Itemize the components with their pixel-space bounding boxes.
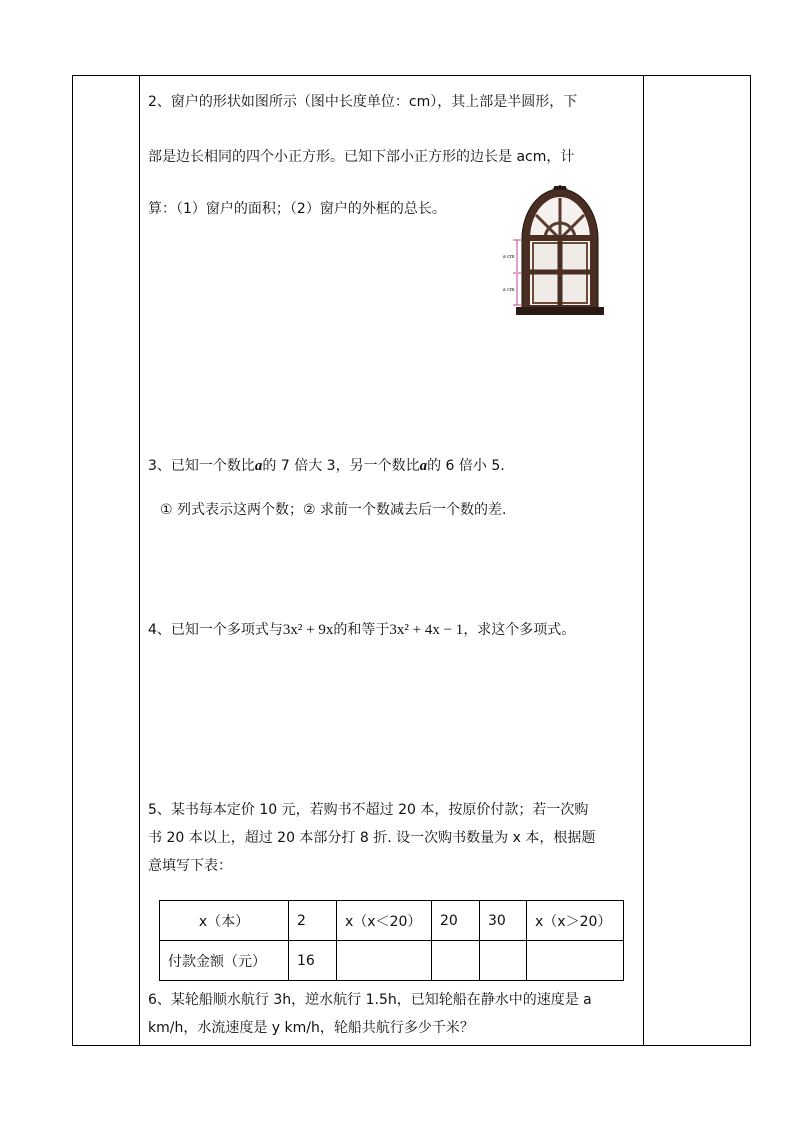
- q2-line-1: 2、窗户的形状如图所示（图中长度单位：cm），其上部是半圆形，下: [148, 94, 578, 110]
- table-cell: [480, 941, 527, 981]
- dim-label-2: a cm: [503, 287, 515, 293]
- payment-table: [159, 900, 624, 981]
- dim-label-1: a cm: [503, 254, 515, 260]
- table-cell: 20: [432, 901, 480, 941]
- q3-variable: a: [419, 458, 428, 474]
- column-divider-left: [139, 76, 140, 1045]
- q4-mid: 的和等于: [333, 622, 390, 638]
- table-cell: 2: [289, 901, 337, 941]
- q5-line-3: 意填写下表：: [148, 858, 232, 874]
- q4-line: [148, 620, 575, 640]
- window-illustration: [500, 183, 620, 318]
- q4-pre: 4、已知一个多项式与: [148, 622, 283, 638]
- table-cell: x（x＞20）: [527, 901, 624, 941]
- q2-line-3: 算：（1）窗户的面积；（2）窗户的外框的总长。: [148, 201, 446, 217]
- column-divider-right: [643, 76, 644, 1045]
- q3-text-c: 的 6 倍小 5.: [427, 458, 505, 474]
- table-cell: x（本）: [160, 901, 289, 941]
- table-cell: 30: [480, 901, 527, 941]
- table-cell: [527, 941, 624, 981]
- table-row: [160, 901, 624, 941]
- q3-text-b: 的 7 倍大 3，另一个数比: [262, 458, 420, 474]
- table-cell: [337, 941, 432, 981]
- table-cell: 付款金额（元）: [160, 941, 289, 981]
- q3-variable: a: [254, 458, 263, 474]
- q6-line-1: 6、某轮船顺水航行 3h，逆水航行 1.5h，已知轮船在静水中的速度是 a: [148, 992, 592, 1008]
- q4-expr-1: 3x² + 9x: [282, 622, 334, 638]
- q4-post: ，求这个多项式。: [463, 622, 576, 638]
- q5-line-2: 书 20 本以上，超过 20 本部分打 8 折. 设一次购书数量为 x 本，根据题: [148, 830, 596, 846]
- table-row: [160, 941, 624, 981]
- q4-expr-2: 3x² + 4x − 1: [389, 622, 464, 638]
- q6-line-2: km/h，水流速度是 y km/h，轮船共航行多少千米？: [148, 1020, 474, 1036]
- q3-text-a: 3、已知一个数比: [148, 458, 255, 474]
- table-cell: x（x＜20）: [337, 901, 432, 941]
- q5-line-1: 5、某书每本定价 10 元，若购书不超过 20 本，按原价付款；若一次购: [148, 802, 589, 818]
- q3-line-2: ① 列式表示这两个数；② 求前一个数减去后一个数的差.: [160, 502, 507, 518]
- q3-line-1: [148, 456, 505, 476]
- table-cell: 16: [289, 941, 337, 981]
- q2-line-2: 部是边长相同的四个小正方形。已知下部小正方形的边长是 acm，计: [148, 149, 575, 165]
- table-cell: [432, 941, 480, 981]
